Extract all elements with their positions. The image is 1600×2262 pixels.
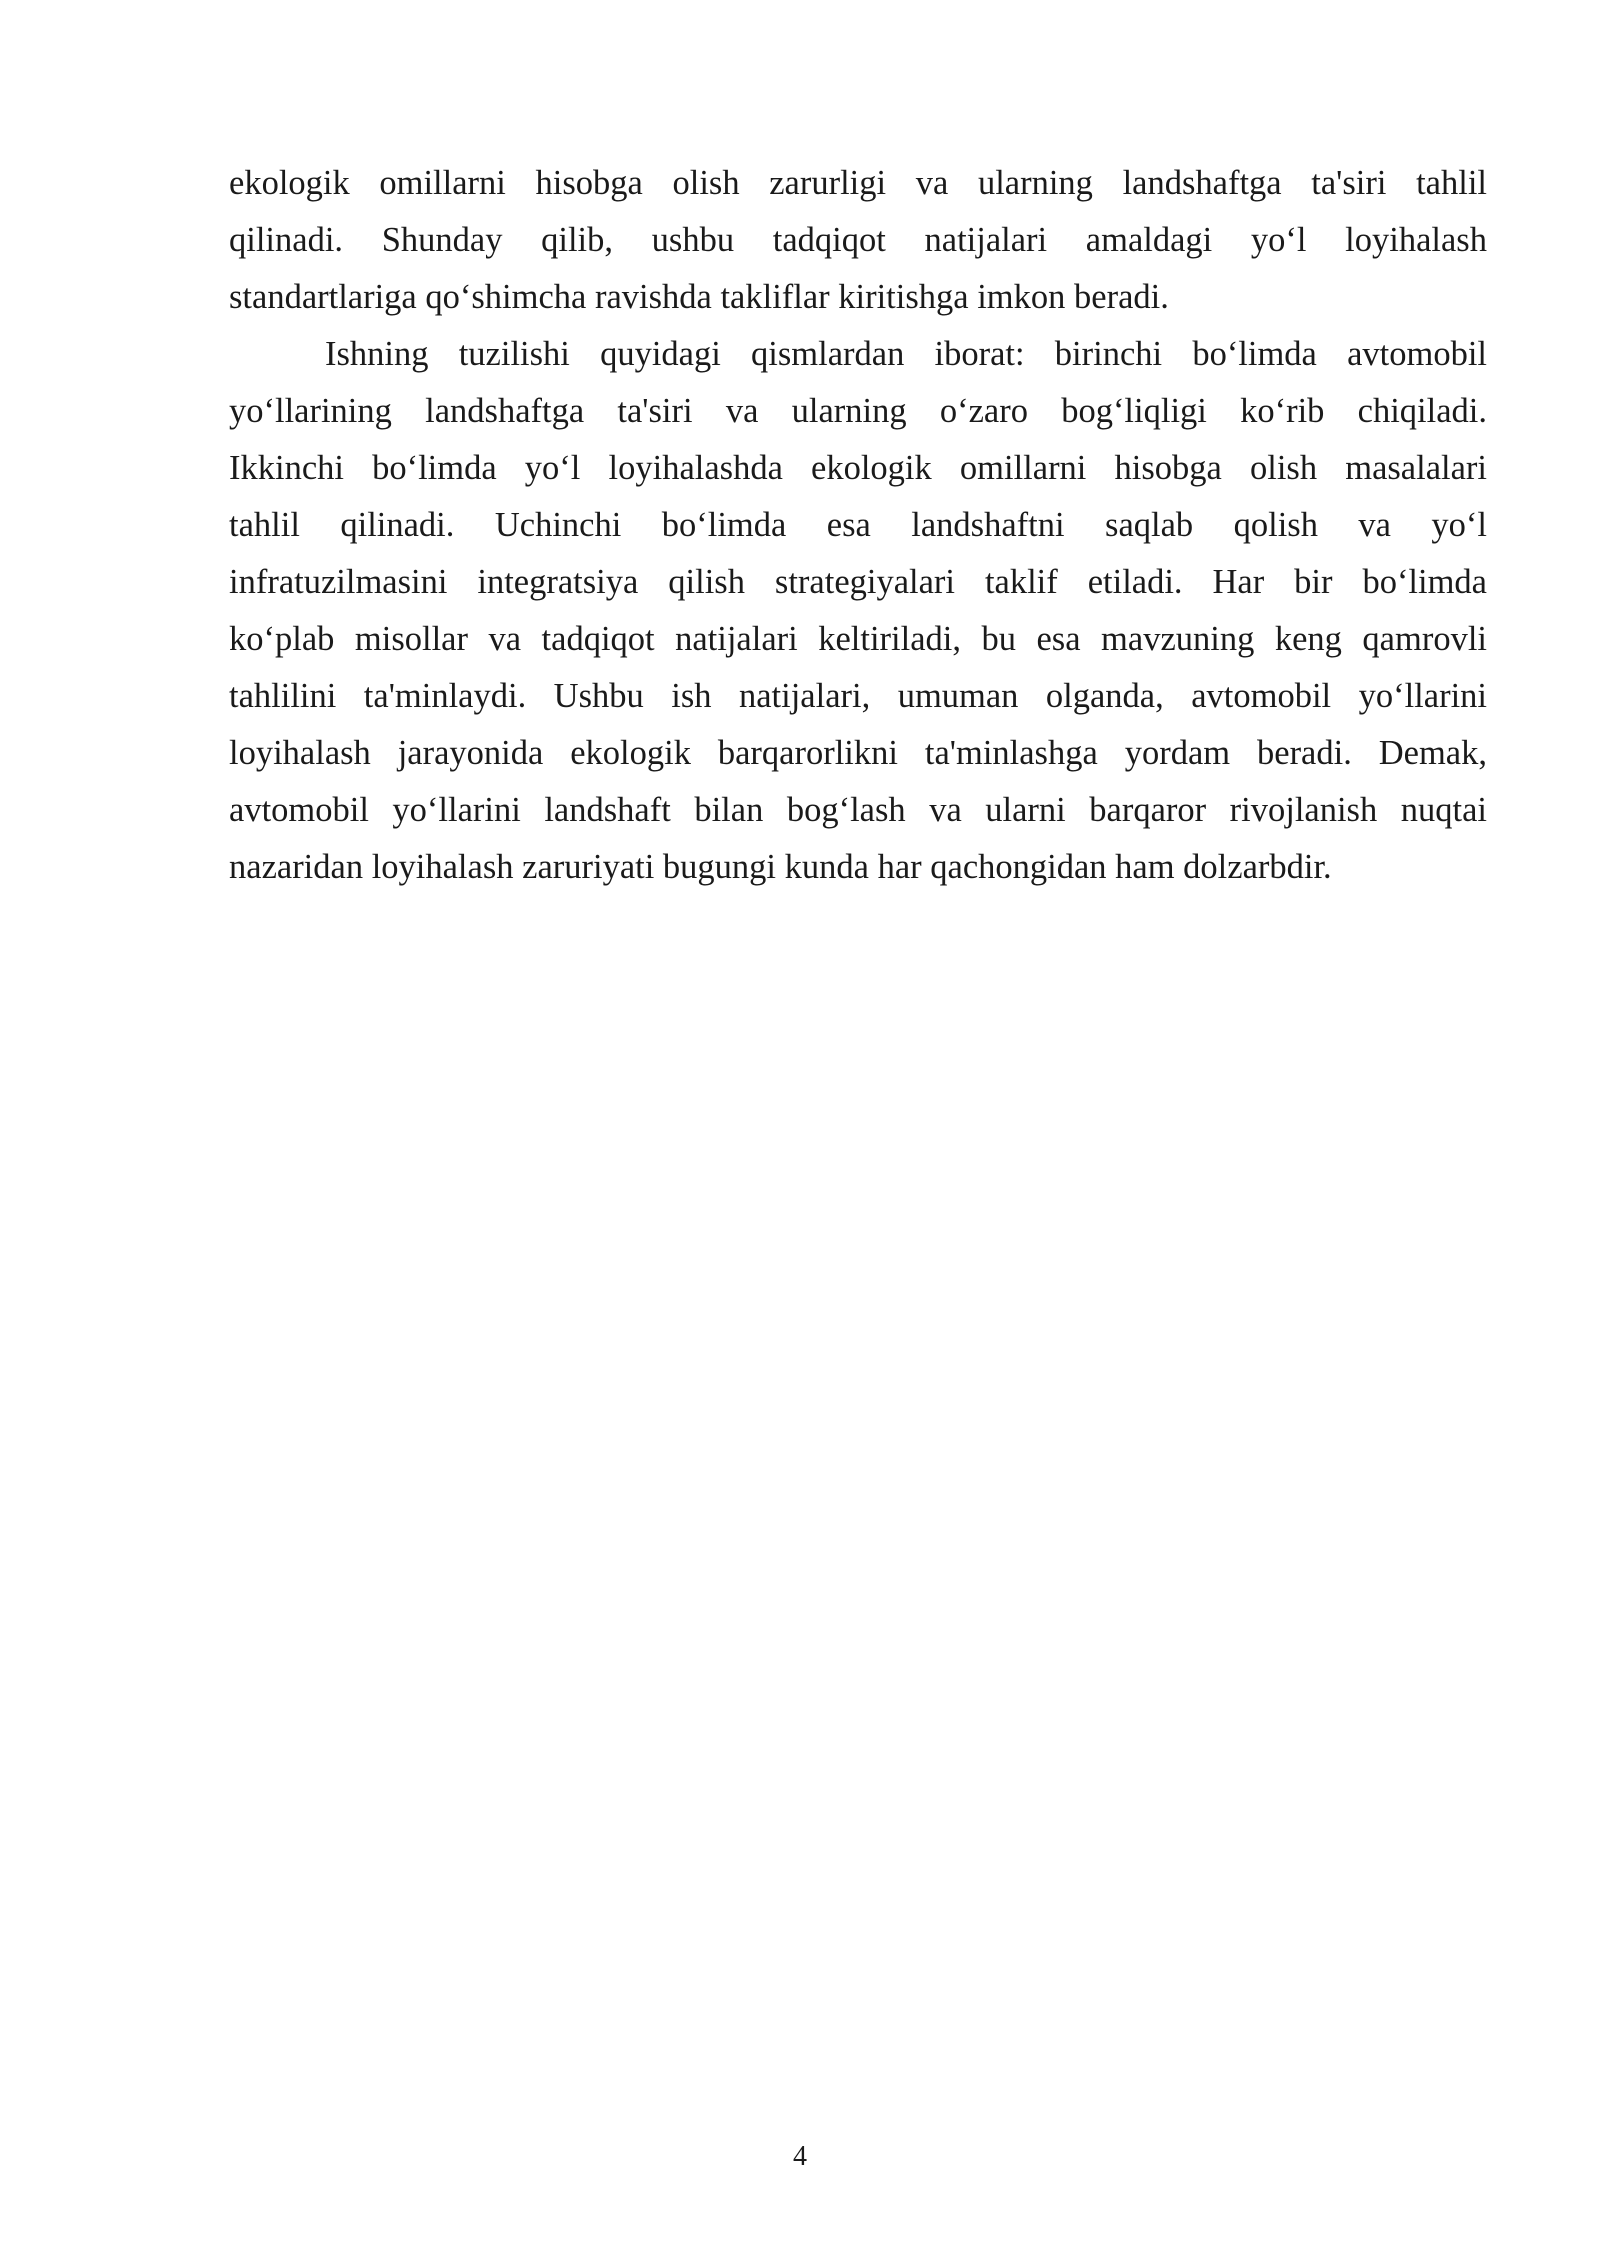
text-line: avtomobil yo‘llarini landshaft bilan bog‘lash va ularni barqaror rivojlanish nuqtai — [229, 791, 1487, 829]
text-line: infratuzilmasini integratsiya qilish strategiyalari taklif etiladi. Har bir bo‘limda — [229, 563, 1487, 601]
text-line: Ishning tuzilishi quyidagi qismlardan iborat: birinchi bo‘limda avtomobil — [325, 335, 1487, 373]
text-line: Ikkinchi bo‘limda yo‘l loyihalashda ekologik omillarni hisobga olish masalalari — [229, 449, 1487, 487]
text-line: qilinadi. Shunday qilib, ushbu tadqiqot natijalari amaldagi yo‘l loyihalash — [229, 221, 1487, 259]
text-line: tahlilini ta'minlaydi. Ushbu ish natijalari, umuman olganda, avtomobil yo‘llarini — [229, 677, 1487, 715]
text-line: yo‘llarining landshaftga ta'siri va ularning o‘zaro bog‘liqligi ko‘rib chiqiladi. — [229, 392, 1487, 430]
page-number: 4 — [793, 2141, 807, 2172]
paragraph-1 — [229, 155, 1487, 326]
text-line: tahlil qilinadi. Uchinchi bo‘limda esa landshaftni saqlab qolish va yo‘l — [229, 506, 1487, 544]
text-line: loyihalash jarayonida ekologik barqarorlikni ta'minlashga yordam beradi. Demak, — [229, 734, 1487, 772]
text-line: standartlariga qo‘shimcha ravishda takliflar kiritishga imkon beradi. — [229, 278, 1169, 316]
paragraph-2 — [229, 326, 1487, 896]
text-line: ko‘plab misollar va tadqiqot natijalari keltiriladi, bu esa mavzuning keng qamrovli — [229, 620, 1487, 658]
text-line: ekologik omillarni hisobga olish zarurligi va ularning landshaftga ta'siri tahlil — [229, 164, 1487, 202]
text-line: nazaridan loyihalash zaruriyati bugungi kunda har qachongidan ham dolzarbdir. — [229, 848, 1332, 886]
body-text — [229, 155, 1487, 896]
